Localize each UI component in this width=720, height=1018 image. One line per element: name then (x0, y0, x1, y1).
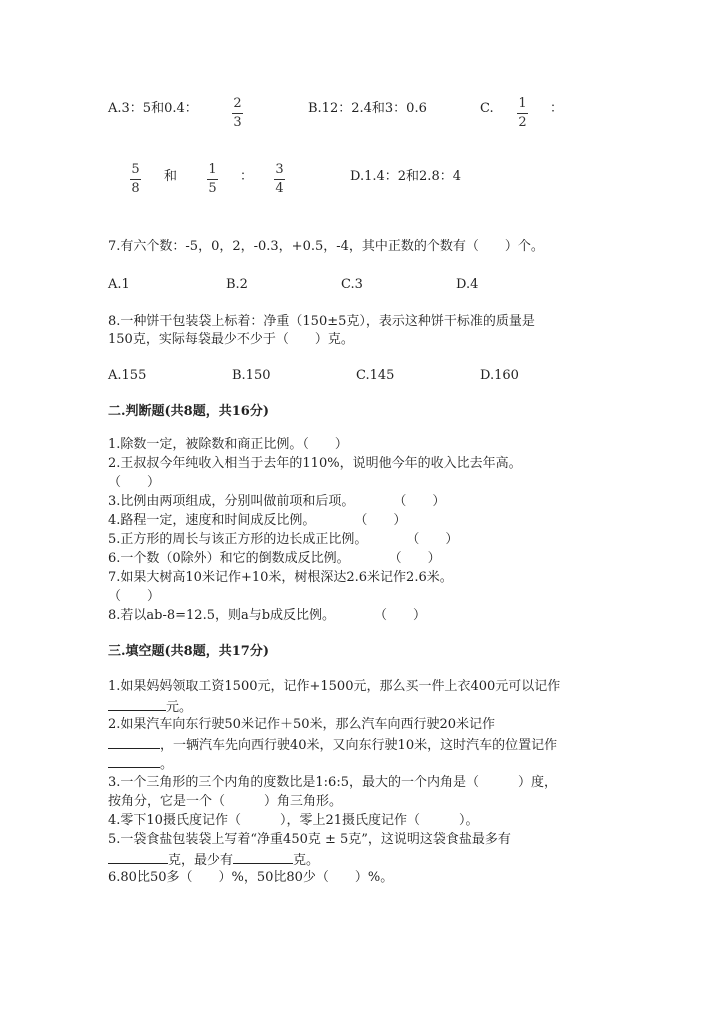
q8-option-a: A.155 (108, 368, 147, 383)
section-3-q2-middle: ，一辆汽车先向西行驶40米，又向东行驶10米，这时汽车的位置记作 (160, 738, 558, 753)
section-3-q2-line-2 (108, 735, 557, 755)
fraction-numerator: 1 (518, 96, 527, 111)
section-3-q2-line-1: 2.如果汽车向东行驶50米记作＋50米，那么汽车向西行驶20米记作 (108, 717, 496, 732)
q7-option-a: A.1 (108, 277, 130, 292)
fraction-denominator: 2 (518, 115, 527, 130)
q6-option-b: B.12：2.4和3：0.6 (308, 101, 427, 116)
q6-option-c-fraction-1 (517, 96, 528, 131)
fraction-denominator: 3 (233, 115, 242, 130)
q8-option-b: B.150 (232, 368, 271, 383)
q6-option-a (108, 100, 198, 118)
q6-option-a-fraction (232, 96, 243, 131)
q8-stem-line-2: 150克，实际每袋最少不少于（ ）克。 (108, 332, 354, 347)
q6-option-c-label: C. (480, 101, 494, 116)
section-3-q1-line-1: 1.如果妈妈领取工资1500元，记作+1500元，那么买一件上衣400元可以记作 (108, 679, 561, 694)
section-2-title: 二.判断题(共8题，共16分) (108, 404, 269, 419)
q7-option-b: B.2 (226, 277, 248, 292)
section-3-q3-line-2: 按角分，它是一个（ ）角三角形。 (108, 794, 343, 809)
answer-blank[interactable] (108, 754, 160, 768)
fraction-bar (517, 113, 528, 114)
fraction-denominator: 5 (208, 181, 217, 196)
answer-blank[interactable] (233, 850, 293, 864)
section-3-title: 三.填空题(共8题，共17分) (108, 644, 269, 659)
section-3-q4: 4.零下10摄氏度记作（ ），零上21摄氏度记作（ ）。 (108, 813, 479, 828)
section-3-q6: 6.80比50多（ ）%，50比80少（ ）%。 (108, 870, 394, 885)
section-2-item-4: 4.路程一定，速度和时间成反比例。 （ ） (108, 513, 407, 528)
q8-option-d: D.160 (480, 368, 519, 383)
answer-blank[interactable] (108, 697, 166, 711)
q7-option-c: C.3 (341, 277, 363, 292)
section-2-item-8: 8.若以ab-8=12.5，则a与b成反比例。 （ ） (108, 608, 427, 623)
answer-blank[interactable] (108, 850, 168, 864)
section-3-q1-line-2 (108, 697, 192, 717)
fraction-bar (232, 113, 243, 114)
section-2-item-2: 2.王叔叔今年纯收入相当于去年的110%，说明他今年的收入比去年高。 (108, 456, 522, 471)
section-3-q2-line-3 (108, 754, 173, 774)
section-3-q5-middle-1: 克，最少有 (168, 853, 234, 868)
answer-blank[interactable] (108, 735, 160, 749)
fraction-numerator: 5 (131, 162, 140, 177)
fraction-bar (130, 179, 141, 180)
fraction-numerator: 3 (275, 162, 284, 177)
section-3-q1-suffix: 元。 (166, 700, 193, 715)
fraction-bar (274, 179, 285, 180)
section-2-item-1: 1.除数一定，被除数和商正比例。（ ） (108, 437, 348, 452)
q6-option-c-fraction-3 (207, 162, 218, 197)
q6-option-c-colon-2: ： (240, 169, 254, 184)
section-2-item-6: 6.一个数（0除外）和它的倒数成反比例。 （ ） (108, 551, 441, 566)
section-3-q5-line-2 (108, 850, 319, 870)
fraction-bar (207, 179, 218, 180)
section-2-item-3: 3.比例由两项组成，分别叫做前项和后项。 （ ） (108, 494, 446, 509)
section-3-q5-middle-2: 克。 (293, 853, 320, 868)
q6-option-a-text: A.3：5和0.4： (108, 101, 198, 116)
fraction-numerator: 2 (233, 96, 242, 111)
q8-stem-line-1: 8.一种饼干包装袋上标着：净重（150±5克），表示这种饼干标准的质量是 (108, 314, 535, 329)
q6-option-c-fraction-2 (130, 162, 141, 197)
fraction-denominator: 4 (275, 181, 284, 196)
fraction-denominator: 8 (131, 181, 140, 196)
q6-option-d: D.1.4：2和2.8：4 (350, 169, 461, 184)
q8-option-c: C.145 (356, 368, 395, 383)
section-3-q3-line-1: 3.一个三角形的三个内角的度数比是1:6:5，最大的一个内角是（ ）度， (108, 775, 557, 790)
q7-stem: 7.有六个数：-5，0，2，-0.3，+0.5，-4，其中正数的个数有（ ）个。 (108, 239, 544, 254)
q6-option-c-and: 和 (164, 169, 178, 184)
fraction-numerator: 1 (208, 162, 217, 177)
section-2-item-2-blank: （ ） (108, 475, 161, 490)
section-2-item-5: 5.正方形的周长与该正方形的边长成正比例。 （ ） (108, 532, 459, 547)
q6-option-c-fraction-4 (274, 162, 285, 197)
q7-option-d: D.4 (456, 277, 479, 292)
section-3-q5-line-1: 5.一袋食盐包装袋上写着“净重450克 ± 5克”，这说明这袋食盐最多有 (108, 832, 511, 847)
section-2-item-7: 7.如果大树高10米记作+10米，树根深达2.6米记作2.6米。 (108, 570, 453, 585)
section-2-item-7-blank: （ ） (108, 589, 161, 604)
section-3-q2-suffix: 。 (160, 757, 174, 772)
q6-option-c-colon-1: ： (550, 101, 564, 116)
